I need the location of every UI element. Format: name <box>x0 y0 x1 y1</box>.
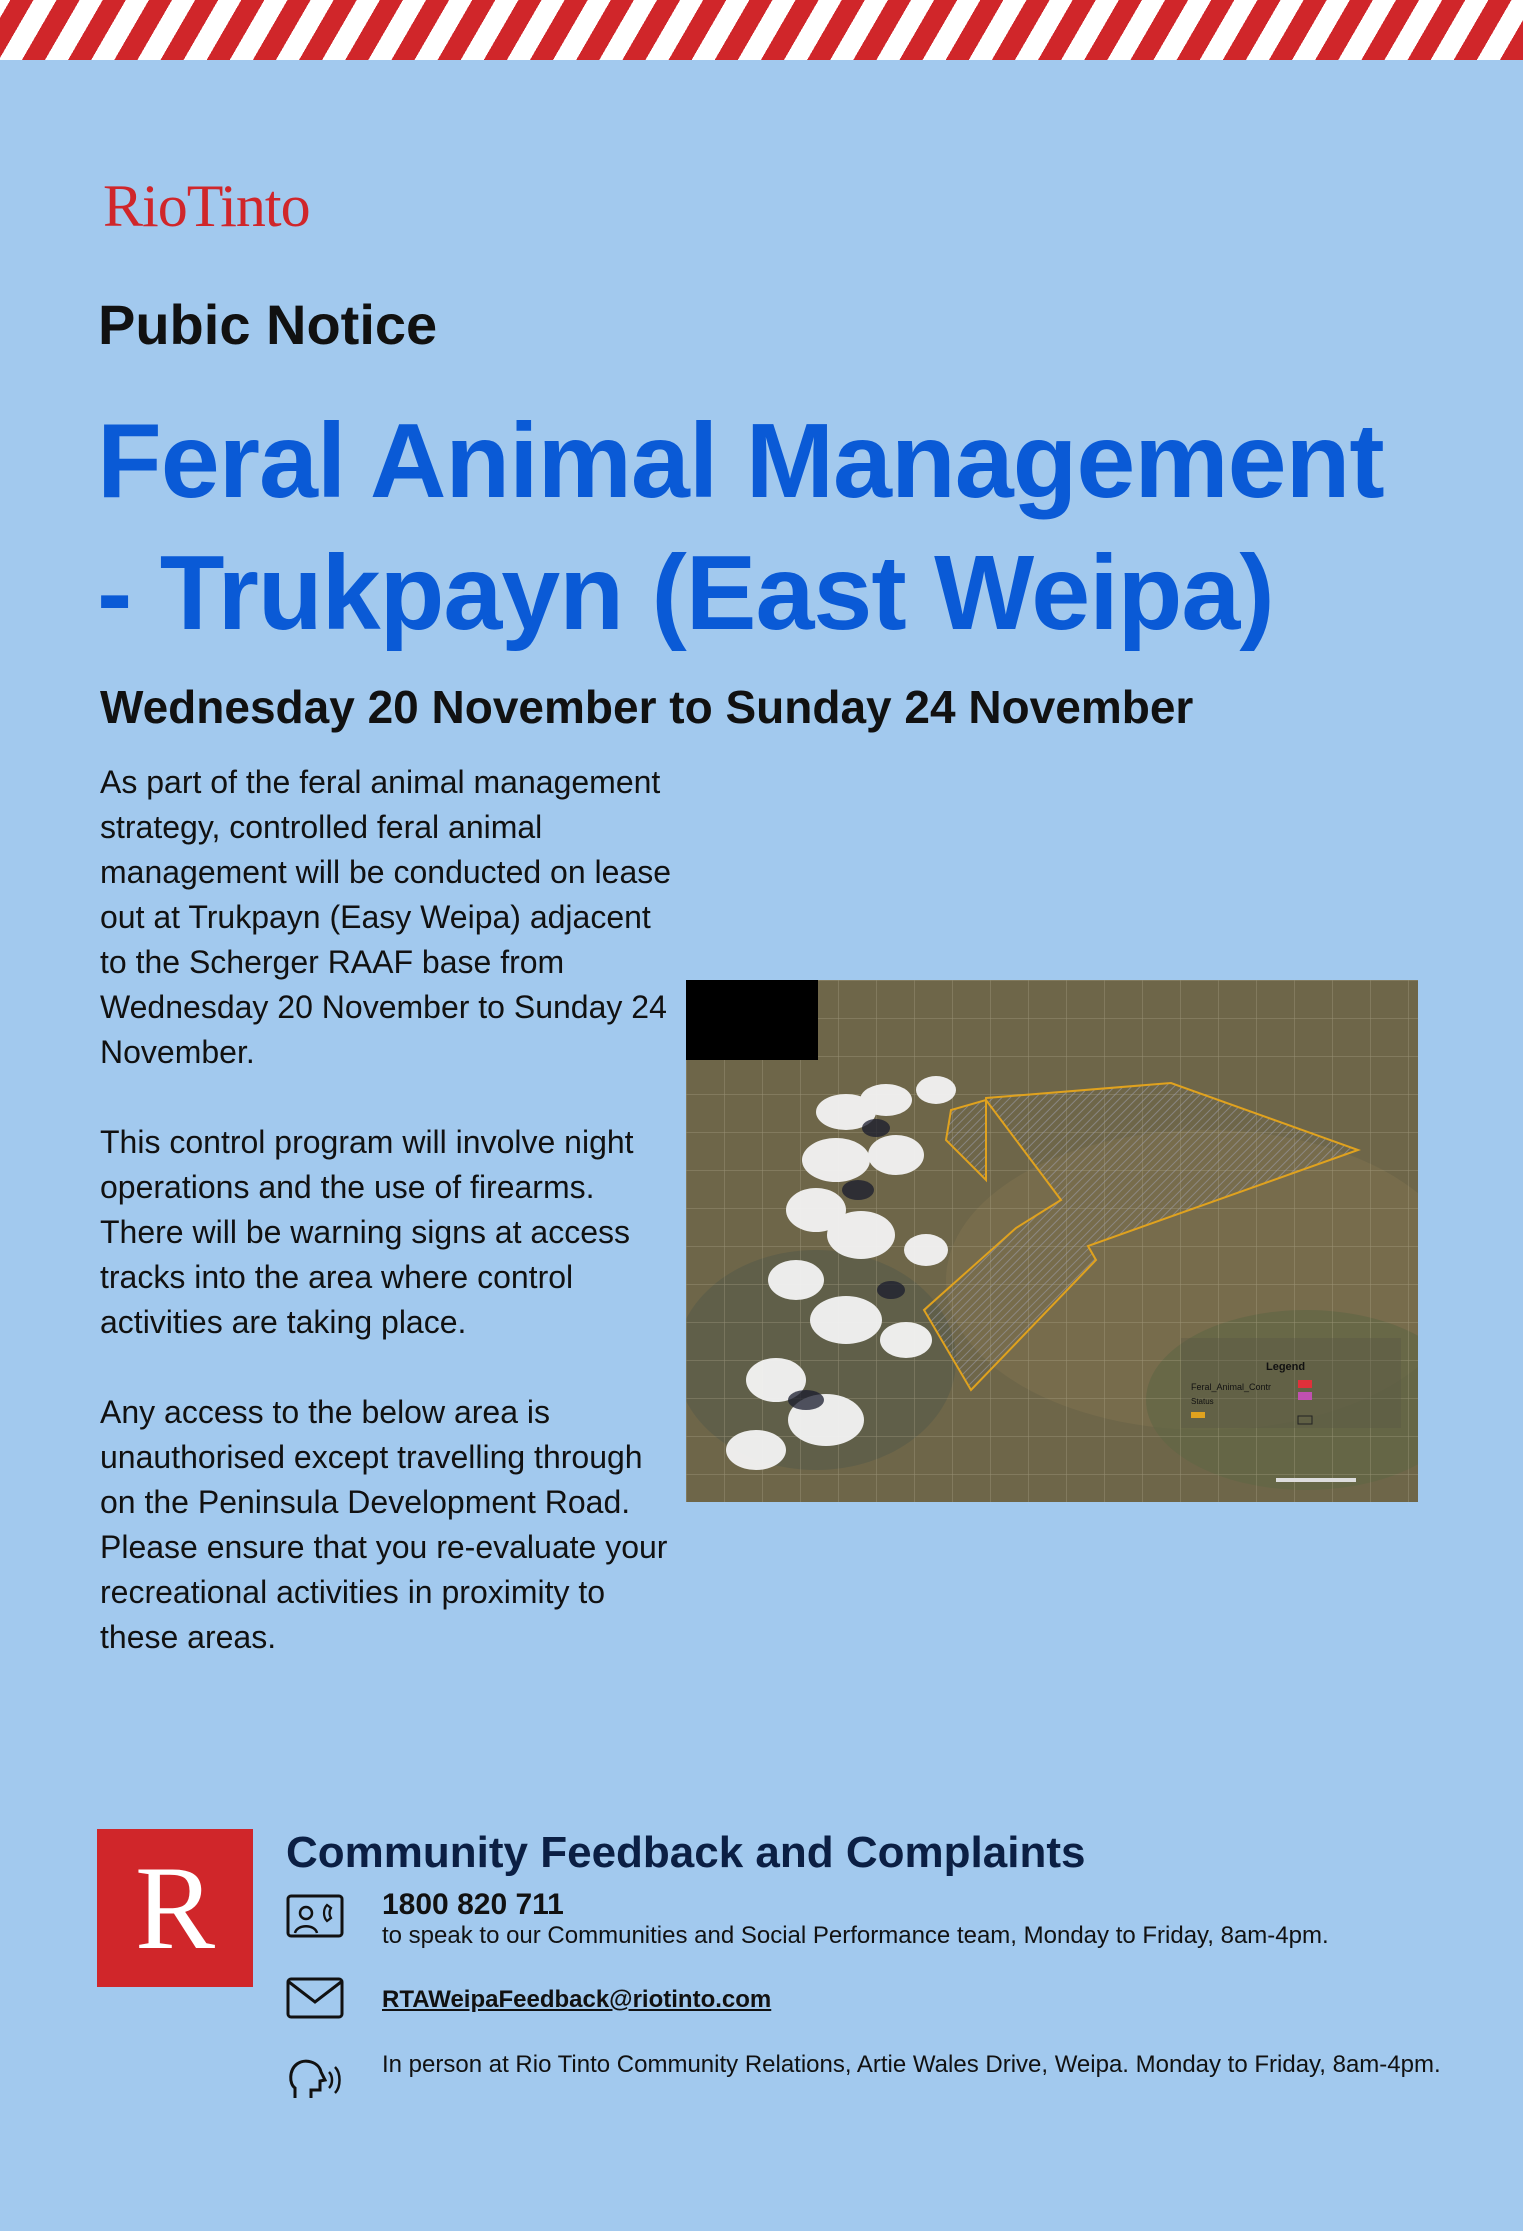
email-link[interactable]: RTAWeipaFeedback@riotinto.com <box>382 1986 772 2013</box>
phone-number[interactable]: 1800 820 711 <box>382 1888 564 1921</box>
notice-label: Pubic Notice <box>98 293 438 356</box>
page-title-line-2: - Trukpayn (East Weipa) <box>97 534 1274 652</box>
envelope-icon <box>285 1974 345 2024</box>
date-range: Wednesday 20 November to Sunday 24 November <box>100 681 1194 733</box>
map-legend-label: Feral_Animal_Contr <box>1191 1382 1272 1392</box>
rio-tinto-logo: RioTinto <box>103 173 310 239</box>
phone-description: to speak to our Communities and Social Performance team, Monday to Friday, 8am-4pm. <box>382 1922 1329 1949</box>
map-legend-status: Status <box>1191 1397 1214 1406</box>
notice-body <box>100 760 680 1705</box>
body-paragraph-2: This control program will involve night operations and the use of firearms. There will be warning signs at access tracks into the area where control activities are taking place. <box>100 1124 634 1340</box>
map-image <box>686 980 1418 1502</box>
control-area-map <box>686 980 1418 1502</box>
feedback-title: Community Feedback and Complaints <box>286 1828 1086 1877</box>
body-paragraph-3: Any access to the below area is unauthorised except travelling through on the Peninsula Development Road. Please ensure that you re-evaluate your recreational activities in proximity to these areas. <box>100 1394 668 1655</box>
map-legend-title: Legend <box>1266 1361 1306 1373</box>
page-title <box>97 395 1497 659</box>
body-paragraph-1: As part of the feral animal management strategy, controlled feral animal management will be conducted on lease out at Trukpayn (Easy Weipa) adjacent to the Scherger RAAF base from Wednesday 20 November to Sunday 24 November. <box>100 764 672 1070</box>
rio-tinto-r-badge: R <box>97 1829 253 1987</box>
phone-contact-icon <box>285 1893 345 1943</box>
hazard-stripe-border <box>0 0 1523 60</box>
speaking-person-icon <box>285 2056 345 2106</box>
in-person-description: In person at Rio Tinto Community Relations, Artie Wales Drive, Weipa. Monday to Friday, 8am-4pm. <box>382 2051 1441 2078</box>
page-title-line-1: Feral Animal Management <box>97 402 1384 520</box>
